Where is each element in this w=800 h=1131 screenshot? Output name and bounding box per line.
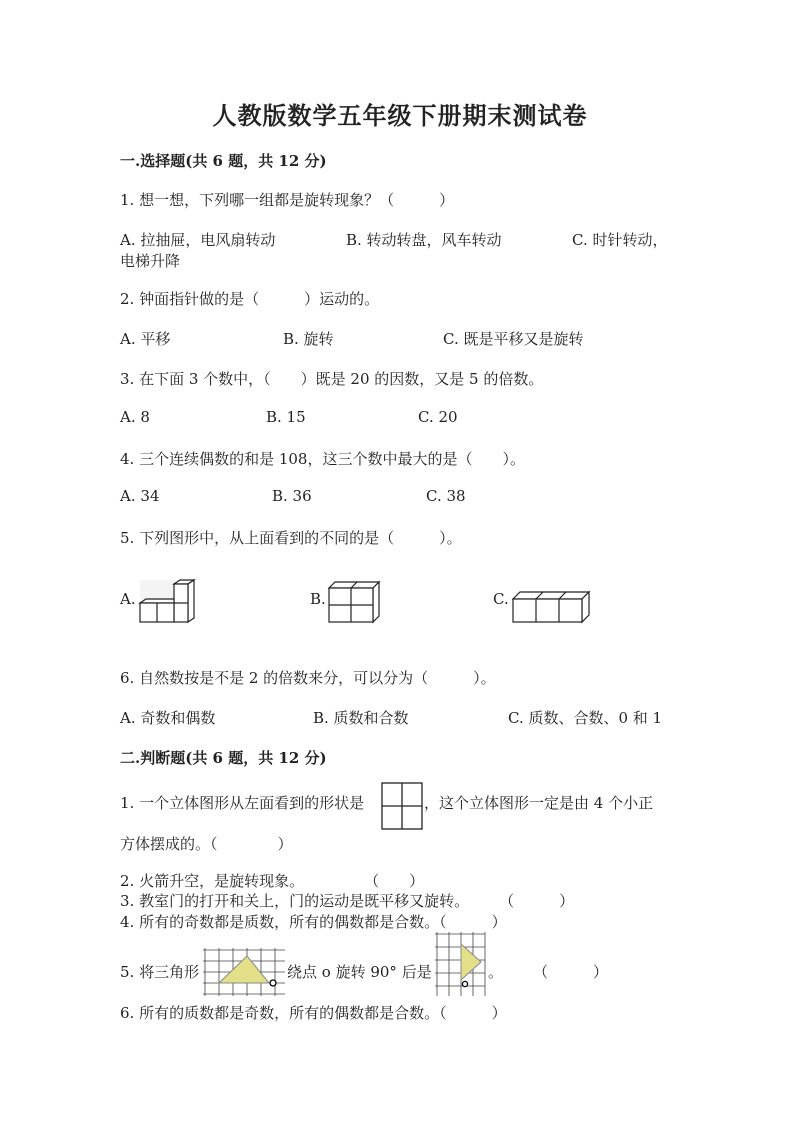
option-c-continued: 电梯升降 [120,252,181,270]
question-2: 2. 钟面指针做的是（ ）运动的。 [120,290,380,308]
section-heading-judgment: 二.判断题(共 6 题，共 12 分) [120,749,327,767]
option-c: C. 质数、合数、0 和 1 [508,709,663,727]
judgment-1-part2: ，这个立体图形一定是由 4 个小正 [424,794,654,812]
cube-figure-a [138,580,198,626]
option-b: B. [310,590,326,608]
option-b: B. 质数和合数 [313,709,409,727]
option-b: B. 15 [266,408,306,426]
question-3: 3. 在下面 3 个数中，（ ）既是 20 的因数，又是 5 的倍数。 [120,370,544,388]
judgment-5-part1: 5. 将三角形 [120,963,200,981]
cube-figure-c [511,592,593,624]
judgment-2: 2. 火箭升空，是旋转现象。 （ ） [120,872,425,890]
option-c: C. 20 [418,408,458,426]
option-b: B. 转动转盘，风车转动 [346,231,502,249]
judgment-1-part1: 1. 一个立体图形从左面看到的形状是 [120,794,365,812]
option-b: B. 旋转 [283,330,334,348]
question-1: 1. 想一想，下列哪一组都是旋转现象？（ ） [120,191,455,209]
judgment-1-part3: 方体摆成的。（ ） [120,835,293,853]
question-5: 5. 下列图形中，从上面看到的不同的是（ ）。 [120,529,462,547]
triangle-grid-after [435,932,487,998]
option-a: A. 34 [120,487,160,505]
judgment-6: 6. 所有的质数都是奇数，所有的偶数都是合数。（ ） [120,1004,507,1022]
option-c: C. 时针转动， [572,231,668,249]
square-grid-figure [381,782,423,830]
cube-figure-b [327,582,383,624]
judgment-5-part2: 绕点 o 旋转 90° 后是 [287,963,432,981]
triangle-grid-before [203,948,287,996]
option-a: A. 平移 [120,330,171,348]
question-6: 6. 自然数按是不是 2 的倍数来分，可以分为（ ）。 [120,669,496,687]
page-title: 人教版数学五年级下册期末测试卷 [212,101,588,130]
option-a: A. [120,590,136,608]
judgment-4: 4. 所有的奇数都是质数，所有的偶数都是合数。（ ） [120,913,507,931]
option-a: A. 8 [120,408,150,426]
option-b: B. 36 [272,487,312,505]
option-c: C. 38 [426,487,466,505]
option-a: A. 奇数和偶数 [120,709,216,727]
option-c: C. 既是平移又是旋转 [443,330,584,348]
option-c: C. [493,590,509,608]
section-heading-choice: 一.选择题(共 6 题，共 12 分) [120,152,327,170]
question-4: 4. 三个连续偶数的和是 108，这三个数中最大的是（ ）。 [120,450,525,468]
judgment-3: 3. 教室门的打开和关上，门的运动是既平移又旋转。 （ ） [120,892,575,910]
judgment-5-part3: 。 （ ） [488,963,609,981]
option-a: A. 拉抽屉，电风扇转动 [120,231,276,249]
